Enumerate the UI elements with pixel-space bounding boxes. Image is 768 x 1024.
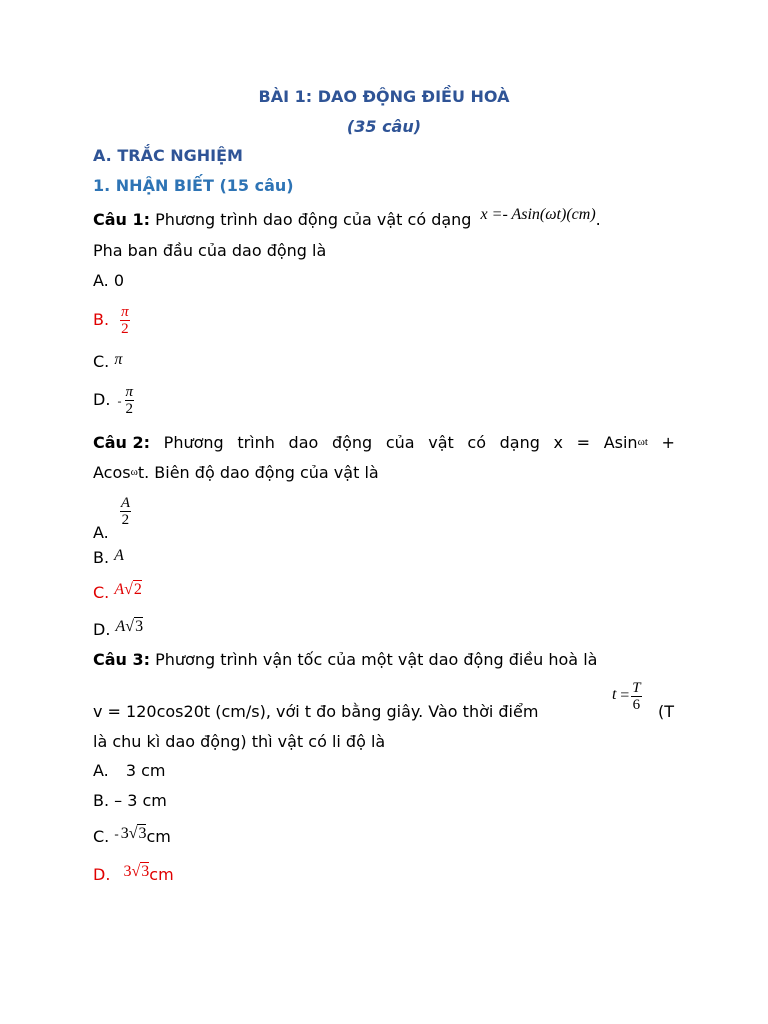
option-letter: C. <box>93 827 110 846</box>
question-2-option-d <box>93 620 143 640</box>
option-fraction <box>125 384 135 417</box>
formula-fraction <box>631 680 641 713</box>
option-value: – 3 cm <box>114 791 167 810</box>
question-2-word: vật <box>428 433 454 452</box>
question-2-label: Câu 2: <box>93 433 151 452</box>
square-root: √3 <box>128 825 147 842</box>
option-letter: C. <box>93 583 110 602</box>
square-root: √3 <box>125 618 144 635</box>
question-1-option-d <box>93 384 134 417</box>
option-coefficient: 3 <box>123 863 132 880</box>
question-2-option-b <box>93 548 124 568</box>
fraction-denominator: 2 <box>125 401 133 417</box>
formula-equals: = <box>620 686 630 704</box>
option-coefficient: A <box>114 581 125 598</box>
fraction-denominator: 6 <box>632 697 641 713</box>
option-fraction <box>120 304 130 337</box>
question-3-text: v = 120cos20t (cm/s), với t đo bằng giây. Vào thời điểm <box>93 702 539 721</box>
question-2-word: trình <box>237 433 275 452</box>
document-title: BÀI 1: DAO ĐỘNG ĐIỀU HOÀ <box>258 87 510 106</box>
question-1-option-a <box>93 271 124 290</box>
question-2-word: ωt <box>637 436 648 448</box>
option-letter: B. <box>93 548 110 567</box>
question-1-option-b <box>93 304 130 337</box>
question-2-word: Phương <box>163 433 224 452</box>
question-2-word: của <box>385 433 415 452</box>
question-2-word: dạng <box>499 433 540 452</box>
fraction-numerator: π <box>121 304 129 320</box>
document-subtitle: (35 câu) <box>346 117 422 136</box>
option-sign: - <box>114 826 119 841</box>
option-letter: A. <box>93 523 109 542</box>
question-2-text: t. Biên độ dao động của vật là <box>137 463 379 482</box>
radicand: 3 <box>138 825 147 842</box>
radicand: 2 <box>133 581 142 598</box>
section-heading-a: A. TRẮC NGHIỆM <box>93 146 243 165</box>
fraction-numerator: π <box>125 384 134 400</box>
question-3-text: Phương trình vận tốc của một vật dao động điều hoà là <box>155 650 598 669</box>
option-fraction <box>120 495 131 528</box>
option-value: 0 <box>113 271 125 290</box>
question-3-option-d <box>93 865 174 885</box>
question-3-option-a <box>93 761 166 780</box>
question-2-option-c <box>93 583 142 603</box>
question-2-text: Acos <box>93 463 131 482</box>
question-3-option-b <box>93 791 167 810</box>
fraction-numerator: T <box>632 680 641 696</box>
question-2-word: = <box>576 433 591 452</box>
question-2-word: x <box>553 433 564 452</box>
question-1-period: . <box>595 210 601 229</box>
question-1-label: Câu 1: <box>93 210 151 229</box>
time-formula <box>612 680 642 713</box>
question-2-word: động <box>331 433 373 452</box>
option-letter: B. <box>93 791 110 810</box>
question-1-formula: x =- Asin(ωt)(cm) <box>480 206 596 223</box>
option-unit: cm <box>149 865 174 884</box>
section-heading-1: 1. NHẬN BIẾT (15 câu) <box>93 176 294 195</box>
question-3-line-2 <box>93 680 675 721</box>
question-2-word: dao <box>288 433 319 452</box>
question-3-line-1 <box>93 650 597 669</box>
question-2-line-2 <box>93 463 379 482</box>
question-2-word: + <box>661 433 675 452</box>
fraction-denominator: 2 <box>121 321 129 337</box>
formula-variable: t <box>612 685 617 703</box>
question-3-label: Câu 3: <box>93 650 151 669</box>
option-letter: A. <box>93 761 109 780</box>
fraction-numerator: A <box>120 495 131 511</box>
question-2-option-a <box>93 495 131 542</box>
square-root: √3 <box>131 863 150 880</box>
option-letter: D. <box>93 620 111 639</box>
radicand: 3 <box>141 863 150 880</box>
fraction-denominator: 2 <box>121 512 130 528</box>
question-2-word: Asin <box>603 433 638 452</box>
option-letter: D. <box>93 865 111 884</box>
omega-symbol: ω <box>130 466 138 478</box>
option-letter: D. <box>93 390 111 409</box>
question-1-line-2: Pha ban đầu của dao động là <box>93 241 327 260</box>
radicand: 3 <box>135 618 144 635</box>
question-3-option-c <box>93 827 171 847</box>
question-1-option-c <box>93 352 122 372</box>
option-value: 3 cm <box>125 761 166 780</box>
question-2-word: có <box>467 433 486 452</box>
option-value: π <box>114 351 123 368</box>
option-letter: A. <box>93 271 109 290</box>
option-value: A <box>114 547 124 564</box>
option-unit: cm <box>146 827 171 846</box>
question-3-text: (T <box>658 702 675 721</box>
option-coefficient: A <box>115 618 126 635</box>
option-coefficient: 3 <box>120 825 129 842</box>
option-letter: C. <box>93 352 110 371</box>
question-1-text: Phương trình dao động của vật có dạng <box>155 210 472 229</box>
question-2-line-1 <box>93 433 675 452</box>
question-3-line-3: là chu kì dao động) thì vật có li độ là <box>93 732 386 751</box>
option-sign: - <box>117 394 122 408</box>
option-letter: B. <box>93 310 110 329</box>
question-1-line-1 <box>93 206 601 230</box>
square-root: √2 <box>124 581 142 598</box>
